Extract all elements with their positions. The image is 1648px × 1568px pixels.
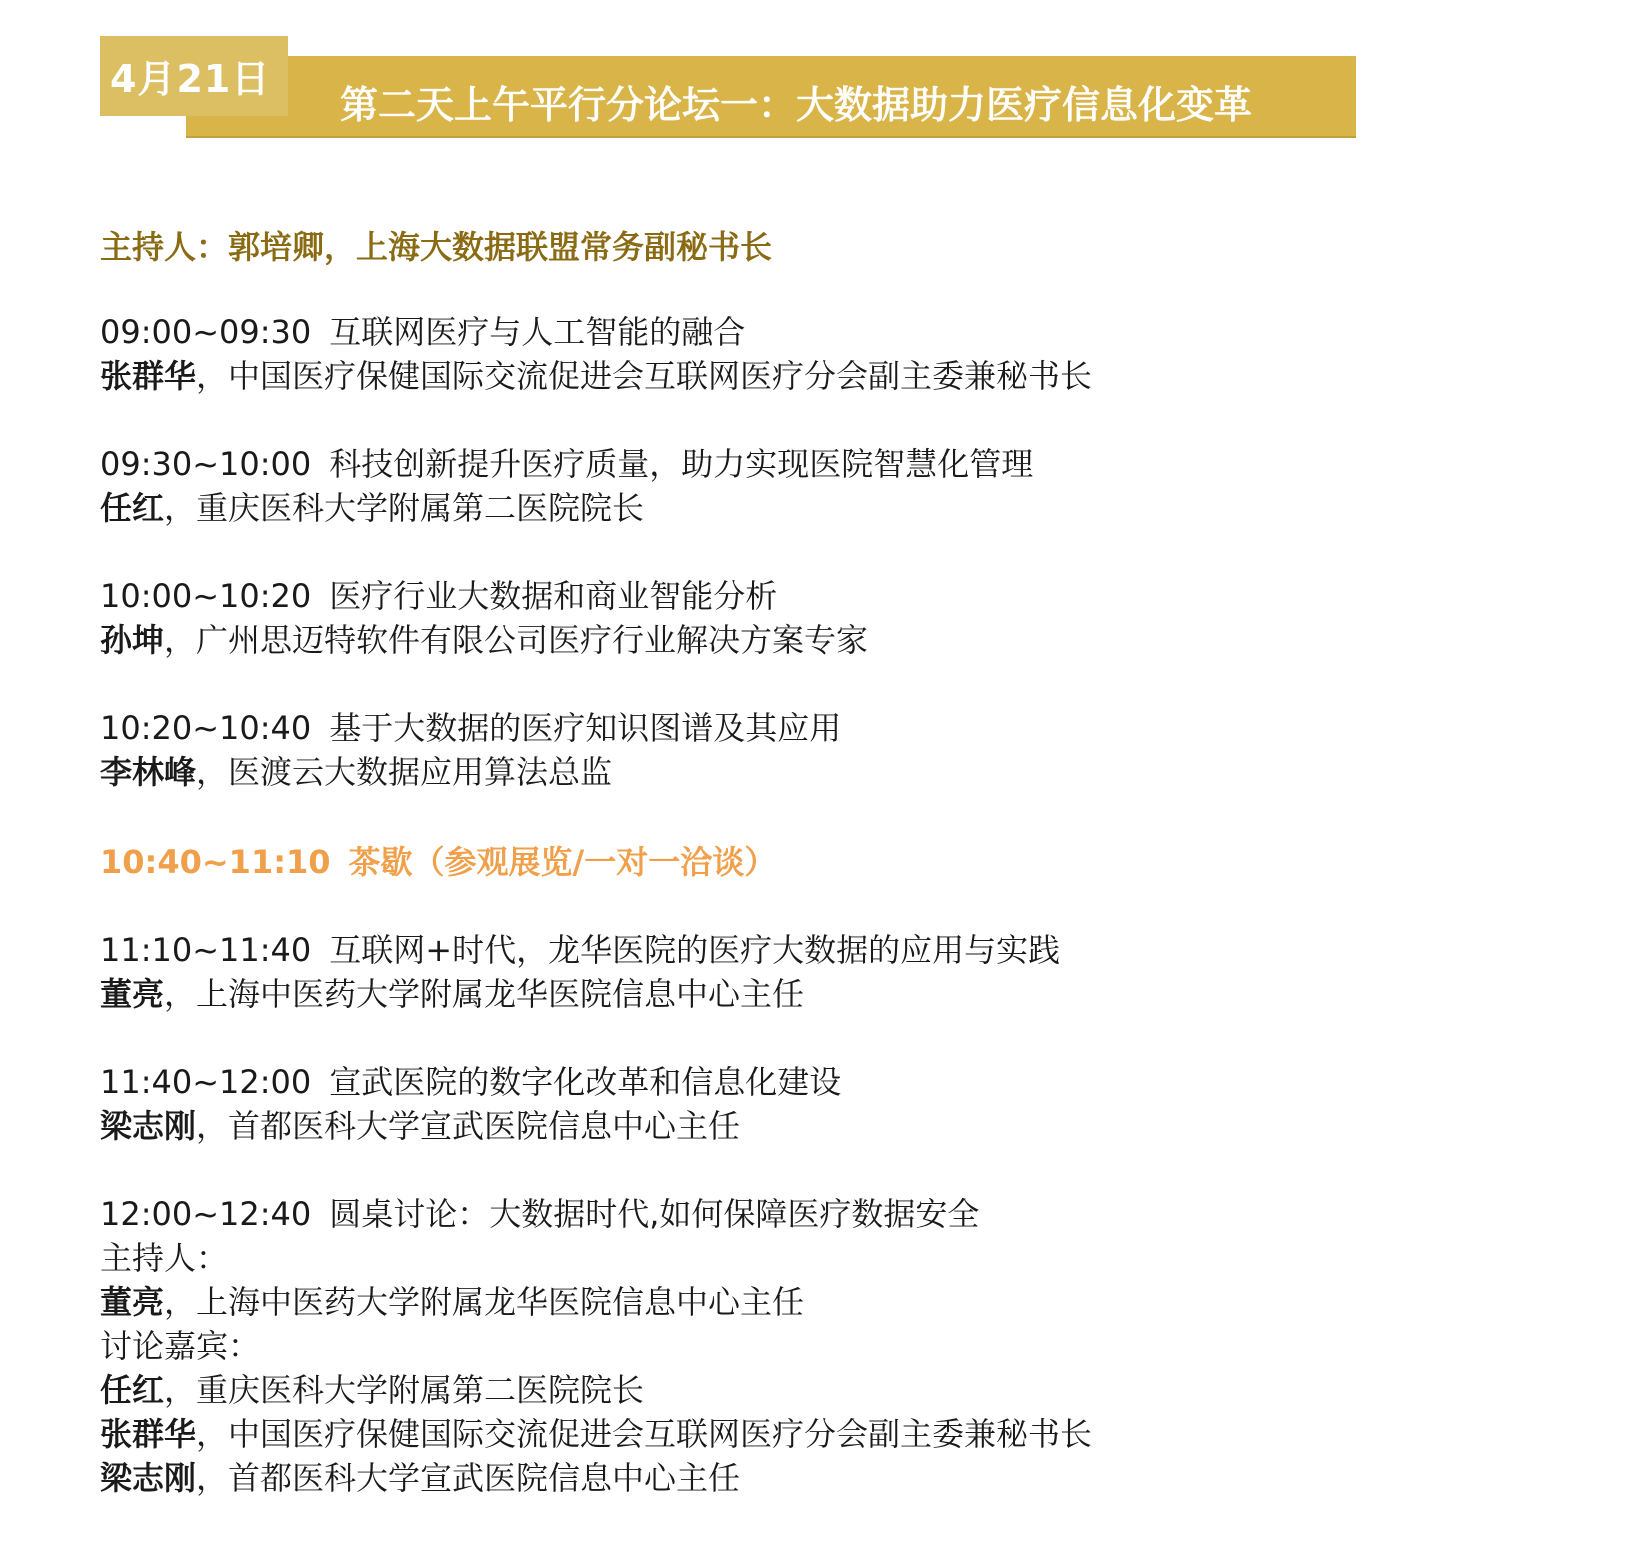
session-topic: 医疗行业大数据和商业智能分析 [329, 577, 778, 615]
session-topic: 互联网+时代，龙华医院的医疗大数据的应用与实践 [329, 931, 1061, 969]
speaker-affiliation: ，中国医疗保健国际交流促进会互联网医疗分会副主委兼秘书长 [196, 357, 1093, 395]
session-time: 10:20~10:40 [100, 709, 312, 747]
speaker-affiliation: ，首都医科大学宣武医院信息中心主任 [196, 1107, 741, 1145]
speaker-name: 董亮 [100, 975, 165, 1013]
session-time: 11:10~11:40 [100, 931, 312, 969]
session-time: 09:00~09:30 [100, 313, 312, 351]
session-speaker-line [100, 488, 644, 528]
session-time: 12:00~12:40 [100, 1195, 312, 1233]
break-time: 10:40~11:10 [100, 843, 331, 881]
session-time: 11:40~12:00 [100, 1063, 312, 1101]
session-topic: 宣武医院的数字化改革和信息化建设 [329, 1063, 842, 1101]
speaker-name: 梁志刚 [100, 1107, 197, 1145]
speaker-affiliation: ，广州思迈特软件有限公司医疗行业解决方案专家 [164, 621, 869, 659]
session-topic: 基于大数据的医疗知识图谱及其应用 [329, 709, 842, 747]
forum-host: 主持人：郭培卿，上海大数据联盟常务副秘书长 [100, 228, 773, 266]
guest-line [100, 1414, 1092, 1454]
roundtable-topic: 圆桌讨论：大数据时代,如何保障医疗数据安全 [329, 1195, 980, 1233]
session-speaker-line [100, 752, 612, 792]
day-banner [100, 36, 1356, 136]
speaker-affiliation: ，重庆医科大学附属第二医院院长 [164, 1371, 645, 1409]
guest-line [100, 1458, 740, 1498]
session-title-line [100, 312, 745, 352]
banner-title: 第二天上午平行分论坛一：大数据助力医疗信息化变革 [340, 83, 1253, 127]
speaker-name: 任红 [100, 1371, 165, 1409]
session-title-line [100, 444, 1033, 484]
session-time: 09:30~10:00 [100, 445, 312, 483]
session-title-line [100, 930, 1060, 970]
speaker-affiliation: ，中国医疗保健国际交流促进会互联网医疗分会副主委兼秘书长 [196, 1415, 1093, 1453]
session-speaker-line [100, 356, 1092, 396]
session-title-line [100, 576, 777, 616]
session-speaker-line [100, 620, 868, 660]
speaker-name: 李林峰 [100, 753, 197, 791]
session-topic: 互联网医疗与人工智能的融合 [329, 313, 746, 351]
speaker-name: 孙坤 [100, 621, 165, 659]
session-speaker-line [100, 1106, 740, 1146]
guest-line [100, 1370, 644, 1410]
speaker-name: 张群华 [100, 357, 197, 395]
guests-label: 讨论嘉宾： [100, 1327, 261, 1365]
speaker-name: 张群华 [100, 1415, 197, 1453]
session-time: 10:00~10:20 [100, 577, 312, 615]
tea-break-line [100, 842, 776, 882]
speaker-affiliation: ，医渡云大数据应用算法总监 [196, 753, 613, 791]
break-label: 茶歇（参观展览/一对一洽谈） [348, 843, 777, 881]
speaker-affiliation: ，首都医科大学宣武医院信息中心主任 [196, 1459, 741, 1497]
speaker-affiliation: ，重庆医科大学附属第二医院院长 [164, 489, 645, 527]
session-speaker-line [100, 974, 804, 1014]
session-title-line [100, 708, 841, 748]
speaker-affiliation: ，上海中医药大学附属龙华医院信息中心主任 [164, 1283, 805, 1321]
speaker-name: 任红 [100, 489, 165, 527]
session-title-line [100, 1062, 841, 1102]
moderator-label: 主持人： [100, 1239, 229, 1277]
speaker-name: 董亮 [100, 1283, 165, 1321]
speaker-name: 梁志刚 [100, 1459, 197, 1497]
banner-date: 4月21日 [110, 57, 271, 101]
speaker-affiliation: ，上海中医药大学附属龙华医院信息中心主任 [164, 975, 805, 1013]
moderator-line [100, 1282, 804, 1322]
roundtable-title-line [100, 1194, 979, 1234]
session-topic: 科技创新提升医疗质量，助力实现医院智慧化管理 [329, 445, 1034, 483]
